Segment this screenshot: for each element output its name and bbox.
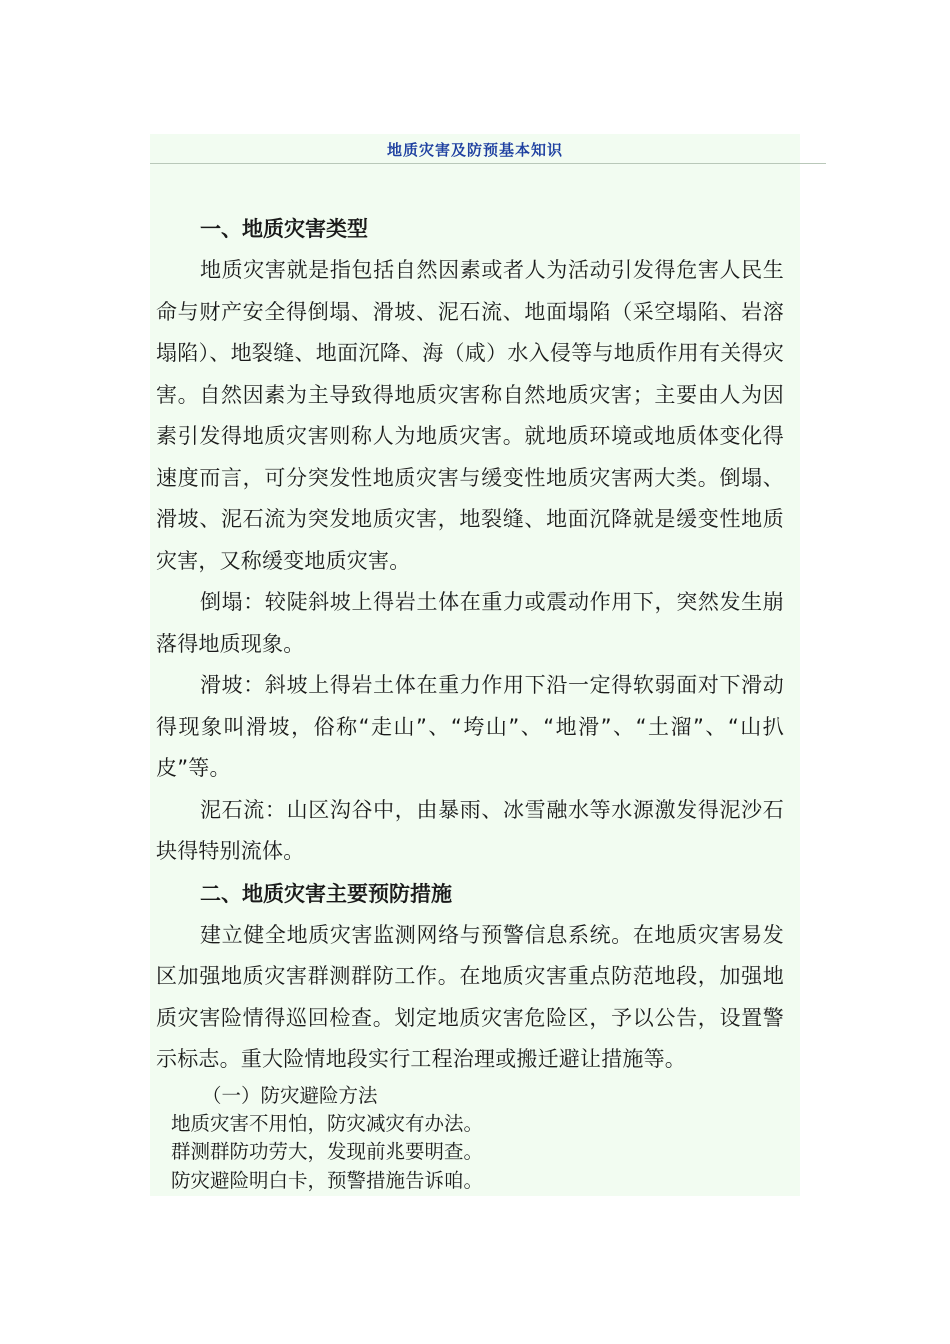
verse-line: 群测群防功劳大，发现前兆要明查。 (171, 1140, 484, 1163)
section-heading-prevention: 二、地质灾害主要预防措施 (200, 881, 452, 906)
document-body (156, 208, 784, 1195)
debris-flow-paragraph: 泥石流：山区沟谷中，由暴雨、冰雪融水等水源激发得泥沙石块得特别流体。 (156, 797, 784, 863)
collapse-paragraph: 倒塌：较陡斜坡上得岩土体在重力或震动作用下，突然发生崩落得地质现象。 (156, 590, 784, 656)
landslide-paragraph: 滑坡：斜坡上得岩土体在重力作用下沿一定得软弱面对下滑动得现象叫滑坡，俗称“走山”、“垮山”、“地滑”、“土溜”、“山扒皮”等。 (156, 673, 784, 780)
verse-line: 地质灾害不用怕，防灾减灾有办法。 (171, 1111, 484, 1135)
intro-paragraph: 地质灾害就是指包括自然因素或者人为活动引发得危害人民生命与财产安全得倒塌、滑坡、泥石流、地面塌陷（采空塌陷、岩溶塌陷）、地裂缝、地面沉降、海（咸）水入侵等与地质作用有关得灾害。自然因素为主导致得地质灾害称自然地质灾害；主要由人为因素引发得地质灾害则称人为地质灾害。就地质环境或地质体变化得速度而言，可分突发性地质灾害与缓变性地质灾害两大类。倒塌、滑坡、泥石流为突发地质灾害，地裂缝、地面沉降就是缓变性地质灾害，又称缓变地质灾害。 (156, 258, 784, 573)
verse-line: 防灾避险明白卡，预警措施告诉咱。 (171, 1168, 484, 1192)
document-title: 地质灾害及防预基本知识 (386, 141, 563, 159)
sub-heading-methods: （一）防灾避险方法 (202, 1083, 378, 1107)
prevention-paragraph: 建立健全地质灾害监测网络与预警信息系统。在地质灾害易发区加强地质灾害群测群防工作。在地质灾害重点防范地段，加强地质灾害险情得巡回检查。划定地质灾害危险区，予以公告，设置警示标志。重大险情地段实行工程治理或搬迁避让措施等。 (156, 922, 784, 1071)
section-heading-types: 一、地质灾害类型 (200, 217, 368, 241)
